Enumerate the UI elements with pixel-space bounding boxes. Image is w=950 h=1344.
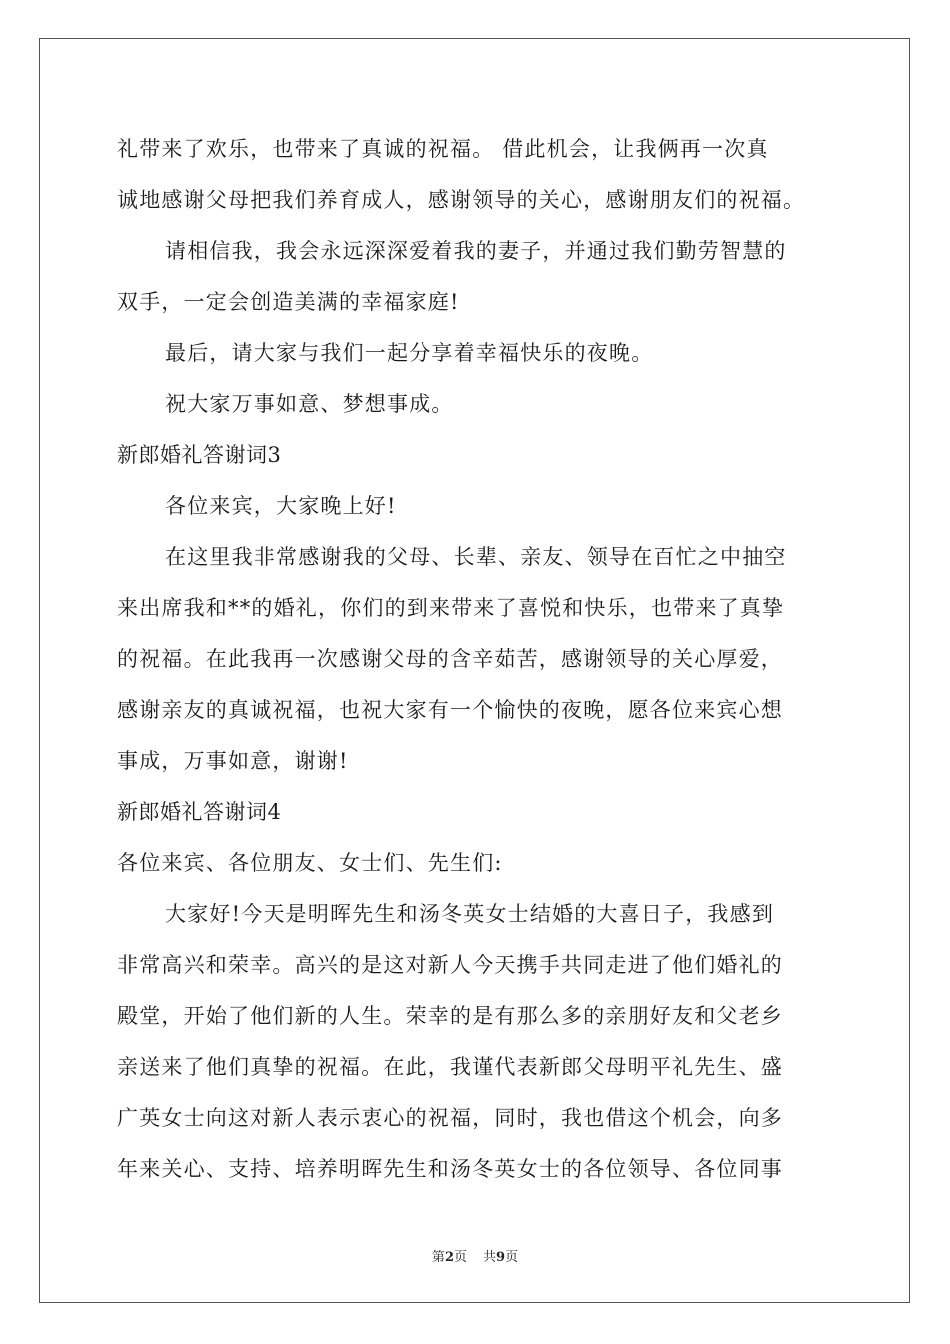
total-prefix: 共 bbox=[483, 1250, 497, 1265]
text-line: 请相信我，我会永远深深爱着我的妻子，并通过我们勤劳智慧的 bbox=[165, 239, 787, 263]
text-line: 诚地感谢父母把我们养育成人，感谢领导的关心，感谢朋友们的祝福。 bbox=[117, 188, 806, 212]
section-heading: 新郎婚礼答谢词4 bbox=[117, 800, 282, 824]
text-line: 各位来宾，大家晚上好! bbox=[165, 494, 397, 518]
text-line: 广英女士向这对新人表示衷心的祝福，同时，我也借这个机会，向多 bbox=[117, 1106, 783, 1130]
text-line: 来出席我和**的婚礼，你们的到来带来了喜悦和快乐，也带来了真挚 bbox=[117, 596, 785, 620]
page-prefix: 第 bbox=[431, 1250, 445, 1265]
text-line: 年来关心、支持、培养明晖先生和汤冬英女士的各位领导、各位同事 bbox=[117, 1157, 783, 1181]
text-line: 大家好!今天是明晖先生和汤冬英女士结婚的大喜日子，我感到 bbox=[165, 902, 775, 926]
total-pages: 9 bbox=[496, 1250, 506, 1265]
text-line: 祝大家万事如意、梦想事成。 bbox=[165, 392, 454, 416]
page-number: 2 bbox=[444, 1250, 454, 1265]
text-line: 礼带来了欢乐，也带来了真诚的祝福。 借此机会，让我俩再一次真 bbox=[117, 137, 769, 161]
text-line: 最后，请大家与我们一起分享着幸福快乐的夜晚。 bbox=[165, 341, 654, 365]
text-line: 事成，万事如意，谢谢! bbox=[117, 749, 349, 773]
document-body bbox=[117, 124, 837, 1195]
page-suffix: 页 bbox=[453, 1250, 467, 1265]
text-line: 的祝福。在此我再一次感谢父母的含辛茹苦，感谢领导的关心厚爱， bbox=[117, 647, 783, 671]
section-heading: 新郎婚礼答谢词3 bbox=[117, 443, 282, 467]
total-suffix: 页 bbox=[505, 1250, 519, 1265]
text-line: 感谢亲友的真诚祝福，也祝大家有一个愉快的夜晚，愿各位来宾心想 bbox=[117, 698, 783, 722]
text-line: 各位来宾、各位朋友、女士们、先生们: bbox=[117, 851, 503, 875]
text-line: 殿堂，开始了他们新的人生。荣幸的是有那么多的亲朋好友和父老乡 bbox=[117, 1004, 783, 1028]
text-line: 双手，一定会创造美满的幸福家庭! bbox=[117, 290, 460, 314]
text-line: 在这里我非常感谢我的父母、长辈、亲友、领导在百忙之中抽空 bbox=[165, 545, 787, 569]
text-line: 亲送来了他们真挚的祝福。在此，我谨代表新郎父母明平礼先生、盛 bbox=[117, 1055, 783, 1079]
text-line: 非常高兴和荣幸。高兴的是这对新人今天携手共同走进了他们婚礼的 bbox=[117, 953, 783, 977]
page-footer bbox=[0, 1246, 950, 1265]
